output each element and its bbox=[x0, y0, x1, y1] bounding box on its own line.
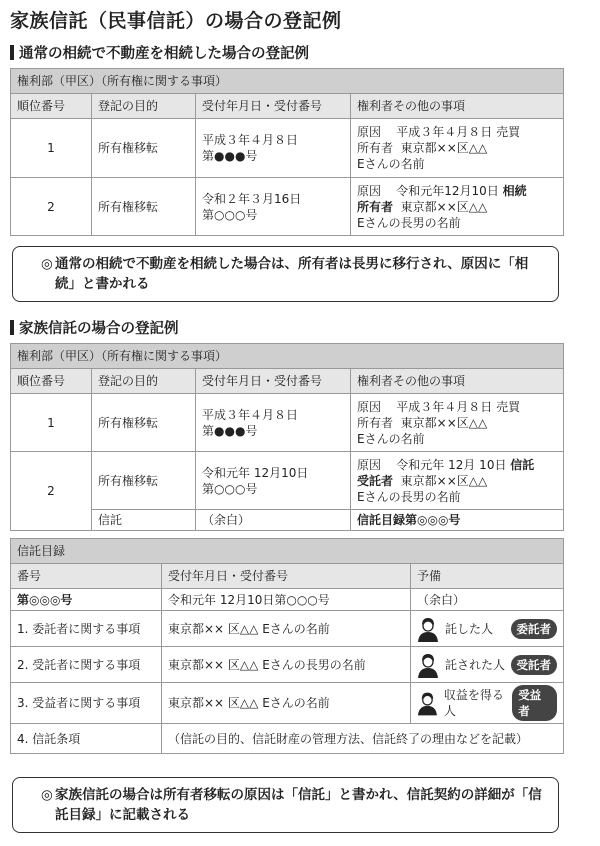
item-value: 東京都×× 区△△ Eさんの長男の名前 bbox=[162, 647, 411, 683]
cause-value: 令和元年12月10日 bbox=[396, 183, 499, 198]
owner-address: 東京都××区△△ bbox=[400, 199, 488, 214]
person-label: 託された人 bbox=[445, 657, 506, 672]
note-mark: ◎ bbox=[41, 787, 53, 803]
registration-purpose: 所有権移転 bbox=[92, 452, 196, 510]
settlor-badge: 委託者 bbox=[511, 619, 558, 639]
rights-cell bbox=[351, 452, 564, 510]
cause-value: 平成３年４月８日 売買 bbox=[396, 399, 521, 414]
rights-cell bbox=[351, 119, 564, 178]
column-header: 登記の目的 bbox=[92, 94, 196, 119]
cause-label: 原因 bbox=[357, 457, 382, 472]
table-row bbox=[11, 452, 564, 510]
note-box-inheritance bbox=[12, 246, 559, 302]
trustee-name: Eさんの長男の名前 bbox=[357, 489, 461, 504]
owner-label: 所有者 bbox=[357, 199, 394, 214]
table-row bbox=[11, 178, 564, 236]
table-row bbox=[11, 394, 564, 452]
note-text: 通常の相続で不動産を相続した場合は、所有者は長男に移行され、原因に「相続」と書かれる bbox=[55, 256, 529, 292]
registration-purpose: 所有権移転 bbox=[92, 119, 196, 178]
column-header: 権利者その他の事項 bbox=[351, 369, 564, 394]
receipt-number: 第●●●号 bbox=[202, 423, 258, 438]
receipt-date: 令和２年３月16日 bbox=[202, 191, 302, 206]
trustee-label: 受託者 bbox=[357, 473, 394, 488]
cause-label: 原因 bbox=[357, 399, 382, 414]
table-row bbox=[11, 683, 564, 724]
cause-value: 令和元年 12月 10日 bbox=[396, 457, 507, 472]
registration-purpose: 所有権移転 bbox=[92, 394, 196, 452]
column-header: 予備 bbox=[411, 564, 564, 589]
section-heading-family-trust bbox=[10, 317, 179, 338]
owner-label: 所有者 bbox=[357, 141, 394, 155]
section-heading-inheritance bbox=[10, 42, 309, 63]
item-value: 東京都×× 区△△ Eさんの名前 bbox=[162, 683, 411, 724]
receipt-number: 第○○○号 bbox=[202, 207, 258, 222]
cause-label: 原因 bbox=[357, 183, 382, 198]
person-icon bbox=[417, 616, 439, 642]
item-label: 2. 受託者に関する事項 bbox=[11, 647, 162, 683]
item-value: （信託の目的、信託財産の管理方法、信託終了の理由などを記載） bbox=[162, 724, 564, 754]
owner-address: 東京都××区△△ bbox=[400, 415, 488, 430]
receipt-blank: （余白） bbox=[196, 510, 351, 531]
page-title: 家族信託（民事信託）の場合の登記例 bbox=[10, 10, 342, 32]
table-row bbox=[11, 589, 564, 611]
owner-name: Eさんの名前 bbox=[357, 431, 425, 446]
trust-catalog-ref bbox=[351, 510, 564, 531]
rank-number: 1 bbox=[11, 394, 92, 452]
person-cell bbox=[411, 683, 564, 724]
table-row bbox=[11, 611, 564, 647]
heading-bar bbox=[10, 45, 14, 60]
trustee-address: 東京都××区△△ bbox=[400, 473, 488, 488]
rights-cell bbox=[351, 178, 564, 236]
column-header: 順位番号 bbox=[11, 369, 92, 394]
column-header: 登記の目的 bbox=[92, 369, 196, 394]
register-table-inheritance bbox=[10, 68, 564, 236]
owner-name: Eさんの長男の名前 bbox=[357, 215, 461, 230]
person-icon bbox=[417, 652, 439, 678]
cause-value: 平成３年４月８日 売買 bbox=[396, 125, 521, 139]
item-label: 4. 信託条項 bbox=[11, 724, 162, 754]
heading-bar bbox=[10, 320, 14, 335]
rights-cell bbox=[351, 394, 564, 452]
receipt-cell bbox=[196, 119, 351, 178]
cause-label: 原因 bbox=[357, 125, 382, 139]
table-title: 権利部（甲区）（所有権に関する事項） bbox=[11, 344, 564, 369]
column-header: 受付年月日・受付番号 bbox=[196, 369, 351, 394]
rank-number: 1 bbox=[11, 119, 92, 178]
owner-label: 所有者 bbox=[357, 415, 394, 430]
registration-purpose: 所有権移転 bbox=[92, 178, 196, 236]
receipt-cell bbox=[196, 178, 351, 236]
catalog-spare: （余白） bbox=[411, 589, 564, 611]
receipt-cell bbox=[196, 452, 351, 510]
person-label: 収益を得る人 bbox=[443, 688, 504, 718]
section-heading-label: 家族信託の場合の登記例 bbox=[19, 321, 179, 337]
column-header: 受付年月日・受付番号 bbox=[196, 94, 351, 119]
beneficiary-badge: 受益者 bbox=[512, 685, 557, 721]
cause-type: 信託 bbox=[510, 457, 535, 472]
owner-address: 東京都××区△△ bbox=[400, 141, 488, 155]
receipt-date: 令和元年 12月10日 bbox=[202, 465, 309, 480]
table-row bbox=[11, 510, 564, 531]
section-heading-label: 通常の相続で不動産を相続した場合の登記例 bbox=[19, 46, 309, 62]
trust-catalog-ref-text: 信託目録第◎◎◎号 bbox=[357, 513, 461, 527]
person-cell bbox=[411, 647, 564, 683]
cause-type: 相続 bbox=[502, 183, 527, 198]
column-header: 受付年月日・受付番号 bbox=[162, 564, 411, 589]
table-row bbox=[11, 119, 564, 178]
receipt-number: 第○○○号 bbox=[202, 481, 258, 496]
catalog-title: 信託目録 bbox=[11, 539, 564, 564]
item-label: 1. 委託者に関する事項 bbox=[11, 611, 162, 647]
column-header: 順位番号 bbox=[11, 94, 92, 119]
register-table-family-trust bbox=[10, 343, 564, 531]
catalog-number bbox=[11, 589, 162, 611]
note-box-family-trust bbox=[12, 777, 559, 833]
receipt-date: 平成３年４月８日 bbox=[202, 407, 299, 422]
table-row bbox=[11, 647, 564, 683]
owner-name: Eさんの名前 bbox=[357, 157, 425, 171]
note-mark: ◎ bbox=[41, 256, 53, 272]
table-title: 権利部（甲区）（所有権に関する事項） bbox=[11, 69, 564, 94]
column-header: 番号 bbox=[11, 564, 162, 589]
person-cell bbox=[411, 611, 564, 647]
registration-purpose: 信託 bbox=[92, 510, 196, 531]
catalog-number-text: 第◎◎◎号 bbox=[17, 592, 73, 607]
trustee-badge: 受託者 bbox=[511, 655, 558, 675]
rank-number: 2 bbox=[11, 452, 92, 531]
item-value: 東京都×× 区△△ Eさんの名前 bbox=[162, 611, 411, 647]
receipt-cell bbox=[196, 394, 351, 452]
receipt-number: 第●●●号 bbox=[202, 149, 258, 163]
trust-catalog-table bbox=[10, 538, 564, 754]
rank-number: 2 bbox=[11, 178, 92, 236]
table-row bbox=[11, 724, 564, 754]
note-text: 家族信託の場合は所有者移転の原因は「信託」と書かれ、信託契約の詳細が「信託目録」に記載される bbox=[55, 787, 542, 823]
column-header: 権利者その他の事項 bbox=[351, 94, 564, 119]
receipt-date: 平成３年４月８日 bbox=[202, 133, 299, 147]
item-label: 3. 受益者に関する事項 bbox=[11, 683, 162, 724]
person-label: 託した人 bbox=[445, 621, 494, 636]
person-icon bbox=[417, 690, 438, 716]
catalog-receipt: 令和元年 12月10日第○○○号 bbox=[162, 589, 411, 611]
